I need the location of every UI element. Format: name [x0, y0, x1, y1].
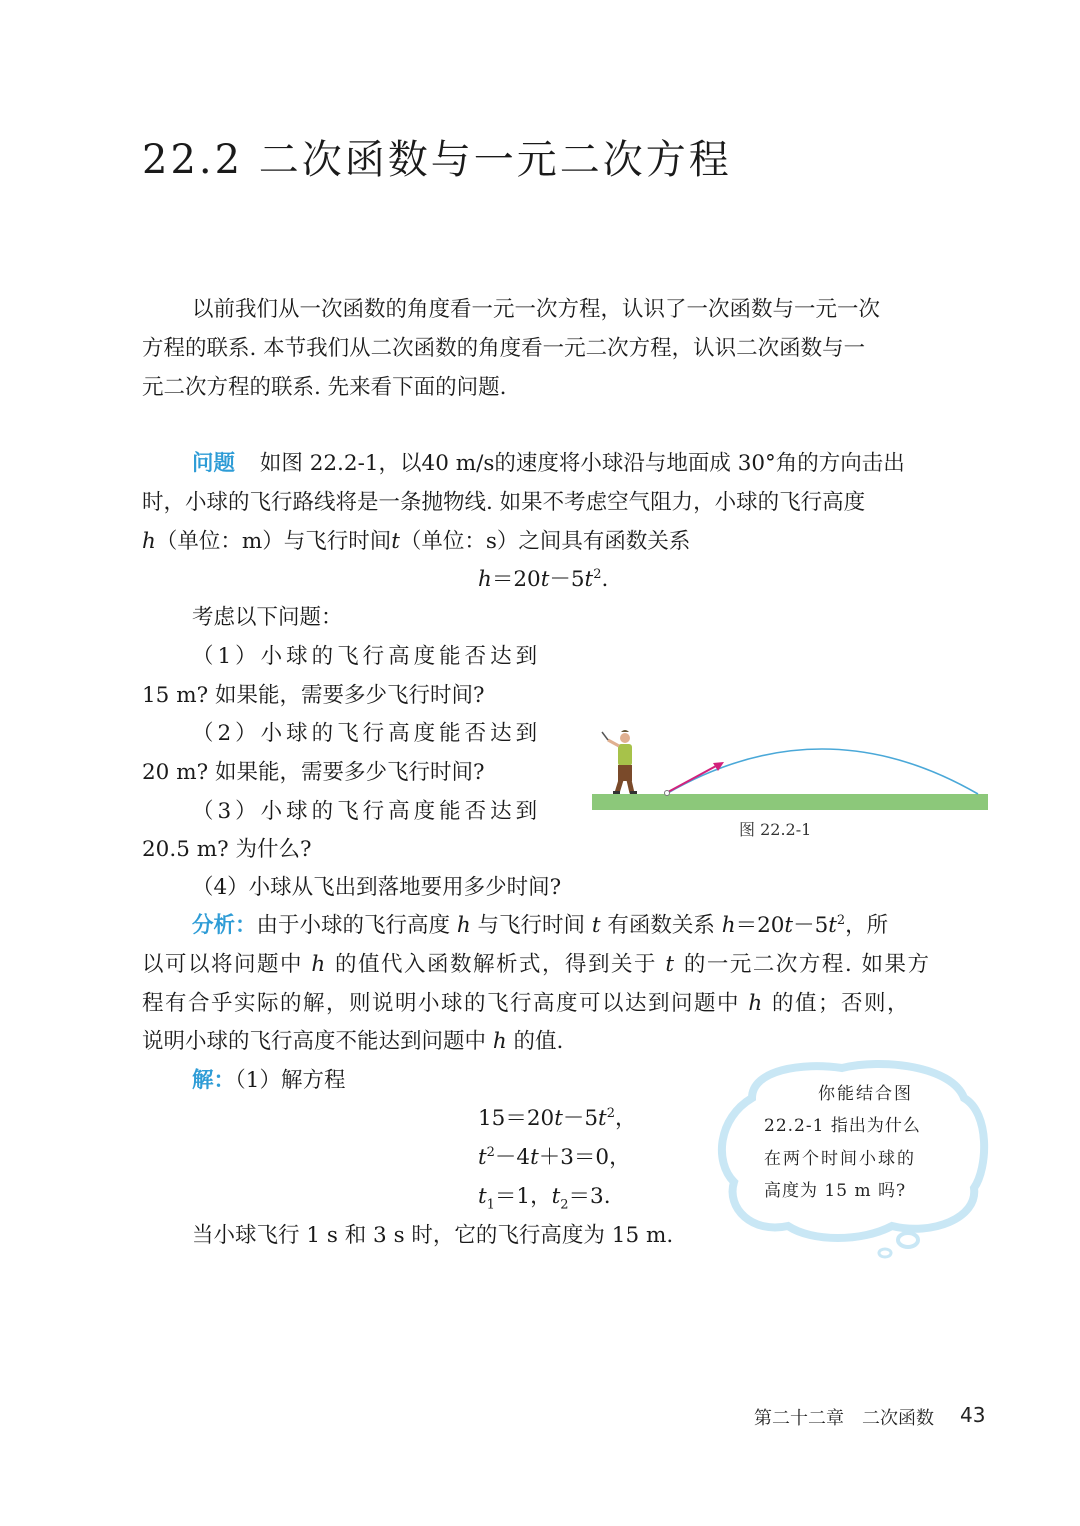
analysis-1b: h	[456, 913, 471, 938]
analysis-label: 分析：	[192, 913, 257, 938]
problem-line-1	[192, 446, 905, 477]
problem-text-3b: （单位：m）与飞行时间	[155, 529, 392, 554]
bubble-line-1: 你能结合图	[818, 1084, 913, 1104]
eq2c: －4	[494, 1145, 531, 1170]
analysis-1g: ＝20	[735, 913, 785, 938]
problem-line-2: 时，小球的飞行路线将是一条抛物线. 如果不考虑空气阻力，小球的飞行高度	[142, 490, 866, 515]
solution-line	[192, 1063, 345, 1094]
analysis-3b: h	[748, 991, 764, 1016]
trajectory-parabola	[666, 749, 978, 794]
problem-text-1: 如图 22.2-1，以40 m/s的速度将小球沿与地面成 30°角的方向击出	[259, 451, 905, 476]
problem-text-3d: （单位：s）之间具有函数关系	[399, 529, 691, 554]
analysis-1j: t	[828, 913, 837, 938]
eq3f: ＝3.	[568, 1184, 611, 1209]
solution-label: 解：	[192, 1068, 236, 1093]
var-h: h	[142, 529, 156, 554]
solution-eq-1	[478, 1101, 636, 1132]
question-1a: （1）小球的飞行高度能否达到	[192, 644, 542, 669]
analysis-4a: 说明小球的飞行高度不能达到问题中	[142, 1029, 493, 1054]
formula-h: h	[478, 567, 492, 592]
analysis-3c: 的值；否则，	[763, 991, 911, 1016]
eq2b: 2	[486, 1144, 495, 1160]
formula-end: .	[601, 567, 609, 592]
problem-line-3	[142, 524, 690, 555]
eq3d: t	[551, 1184, 561, 1209]
question-4: （4）小球从飞出到落地要用多少时间?	[192, 875, 562, 900]
page-title: 22.2 二次函数与一元二次方程	[142, 137, 732, 183]
analysis-1e: 有函数关系	[600, 913, 722, 938]
analysis-1f: h	[721, 913, 736, 938]
velocity-arrow	[668, 766, 716, 792]
solution-eq-2	[478, 1140, 631, 1171]
eq2a: t	[478, 1145, 487, 1170]
bubble-line-4: 高度为 15 m 吗?	[764, 1181, 907, 1201]
analysis-2b: h	[311, 952, 327, 977]
eq3c: ＝1，	[494, 1184, 552, 1209]
analysis-line-4	[142, 1024, 563, 1055]
footer-chapter: 第二十二章 二次函数	[754, 1408, 934, 1429]
solution-eq-3	[478, 1179, 611, 1212]
ground-strip	[592, 794, 988, 810]
analysis-1k: 2	[836, 912, 846, 928]
problem-formula	[478, 562, 608, 593]
analysis-1c: 与飞行时间	[470, 913, 592, 938]
golfer-icon	[602, 730, 637, 794]
intro-line-3: 元二次方程的联系. 先来看下面的问题.	[142, 375, 507, 400]
eq3a: t	[478, 1184, 487, 1209]
golf-figure	[592, 720, 990, 812]
figure-caption: 图 22.2-1	[739, 820, 812, 839]
formula-t: t	[540, 567, 550, 592]
intro-line-2: 方程的联系. 本节我们从二次函数的角度看一元二次方程，认识二次函数与一	[142, 336, 866, 361]
problem-label: 问题	[192, 451, 236, 476]
analysis-1l: ，所	[845, 913, 889, 938]
solution-conclusion: 当小球飞行 1 s 和 3 s 时，它的飞行高度为 15 m.	[192, 1223, 674, 1248]
formula-t2: t	[584, 567, 594, 592]
formula-exp: 2	[593, 566, 602, 582]
analysis-line-1	[192, 908, 888, 939]
intro-line-1: 以前我们从一次函数的角度看一元一次方程，认识了一次函数与一元一次	[192, 297, 881, 322]
ball	[665, 791, 670, 796]
bubble-line-3: 在两个时间小球的	[764, 1149, 916, 1169]
analysis-1h: t	[784, 913, 794, 938]
var-t: t	[391, 529, 400, 554]
eq1d: t	[598, 1106, 607, 1131]
analysis-2e: 的一元二次方程. 如果方	[675, 952, 931, 977]
analysis-2c: 的值代入函数解析式，得到关于	[326, 952, 666, 977]
formula-minus: －5	[549, 567, 585, 592]
analysis-4c: 的值.	[506, 1029, 564, 1054]
question-2b: 20 m? 如果能，需要多少飞行时间?	[142, 760, 485, 785]
solution-step: （1）解方程	[235, 1068, 346, 1093]
analysis-line-2	[142, 947, 931, 978]
analysis-1i: －5	[793, 913, 829, 938]
question-1b: 15 m? 如果能，需要多少飞行时间?	[142, 683, 485, 708]
bubble-line-2: 22.2-1 指出为什么	[764, 1116, 921, 1136]
eq3e: 2	[560, 1197, 569, 1213]
eq2e: ＋3＝0，	[538, 1145, 631, 1170]
analysis-1a: 由于小球的飞行高度	[256, 913, 457, 938]
analysis-line-3	[142, 986, 910, 1017]
eq1e: 2	[606, 1105, 615, 1121]
eq1a: 15＝20	[478, 1106, 555, 1131]
question-3b: 20.5 m? 为什么?	[142, 837, 312, 862]
page-number: 43	[960, 1403, 986, 1427]
eq1c: －5	[562, 1106, 599, 1131]
eq3b: 1	[486, 1197, 495, 1213]
analysis-1d: t	[591, 913, 601, 938]
eq2d: t	[530, 1145, 539, 1170]
analysis-2d: t	[665, 952, 676, 977]
eq1b: t	[554, 1106, 563, 1131]
analysis-2a: 以可以将问题中	[142, 952, 312, 977]
question-2a: （2）小球的飞行高度能否达到	[192, 721, 542, 746]
question-3a: （3）小球的飞行高度能否达到	[192, 799, 542, 824]
formula-mid: ＝20	[491, 567, 541, 592]
analysis-4b: h	[492, 1029, 507, 1054]
analysis-3a: 程有合乎实际的解，则说明小球的飞行高度可以达到问题中	[142, 991, 749, 1016]
questions-intro: 考虑以下问题：	[192, 605, 343, 630]
eq1f: ，	[614, 1106, 637, 1131]
